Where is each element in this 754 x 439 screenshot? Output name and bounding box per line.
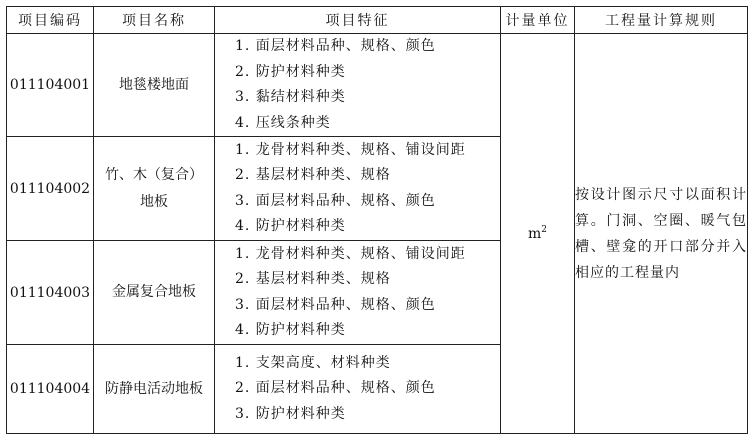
feature-item: 3. 面层材料品种、规格、颜色 [235,296,436,313]
item-name-line: 竹、木（复合） [105,166,203,183]
item-name: 防静电活动地板 [94,345,215,434]
feature-item: 1. 支架高度、材料种类 [235,354,391,371]
feature-item: 2. 防护材料种类 [235,63,346,80]
item-name [94,137,215,241]
header-features: 项目特征 [215,7,501,34]
feature-item: 3. 面层材料品种、规格、颜色 [235,192,436,209]
item-code: 011104004 [7,345,94,434]
item-features [215,345,501,434]
feature-item: 1. 面层材料品种、规格、颜色 [235,38,436,54]
feature-item: 1. 龙骨材料种类、规格、铺设间距 [235,141,466,158]
item-features [215,241,501,345]
bill-of-quantities-table [6,6,748,434]
item-code: 011104001 [7,34,94,137]
unit-base: m [527,226,542,242]
table-row [7,34,748,137]
feature-item: 4. 防护材料种类 [235,322,346,338]
item-code: 011104003 [7,241,94,345]
feature-item: 4. 防护材料种类 [235,218,346,234]
item-name: 地毯楼地面 [94,34,215,137]
feature-item: 2. 面层材料品种、规格、颜色 [235,380,436,397]
feature-item: 1. 龙骨材料种类、规格、铺设间距 [235,245,466,262]
header-row [7,7,748,34]
item-code: 011104002 [7,137,94,241]
feature-item: 2. 基层材料种类、规格 [235,271,391,287]
item-features [215,137,501,241]
unit-exponent: 2 [541,225,547,235]
item-name-line: 地板 [140,193,168,210]
calculation-rule: 按设计图示尺寸以面积计算。门洞、空圈、暖气包槽、壁龛的开口部分并入相应的工程量内 [575,34,748,434]
feature-item: 3. 黏结材料种类 [235,89,346,105]
item-name: 金属复合地板 [94,241,215,345]
header-rule: 工程量计算规则 [575,7,748,34]
header-name: 项目名称 [94,7,215,34]
header-unit: 计量单位 [501,7,575,34]
feature-item: 2. 基层材料种类、规格 [235,167,391,183]
unit-of-measure [501,34,575,434]
item-features [215,34,501,137]
feature-item: 3. 防护材料种类 [235,405,346,422]
feature-item: 4. 压线条种类 [235,114,331,131]
header-code: 项目编码 [7,7,94,34]
